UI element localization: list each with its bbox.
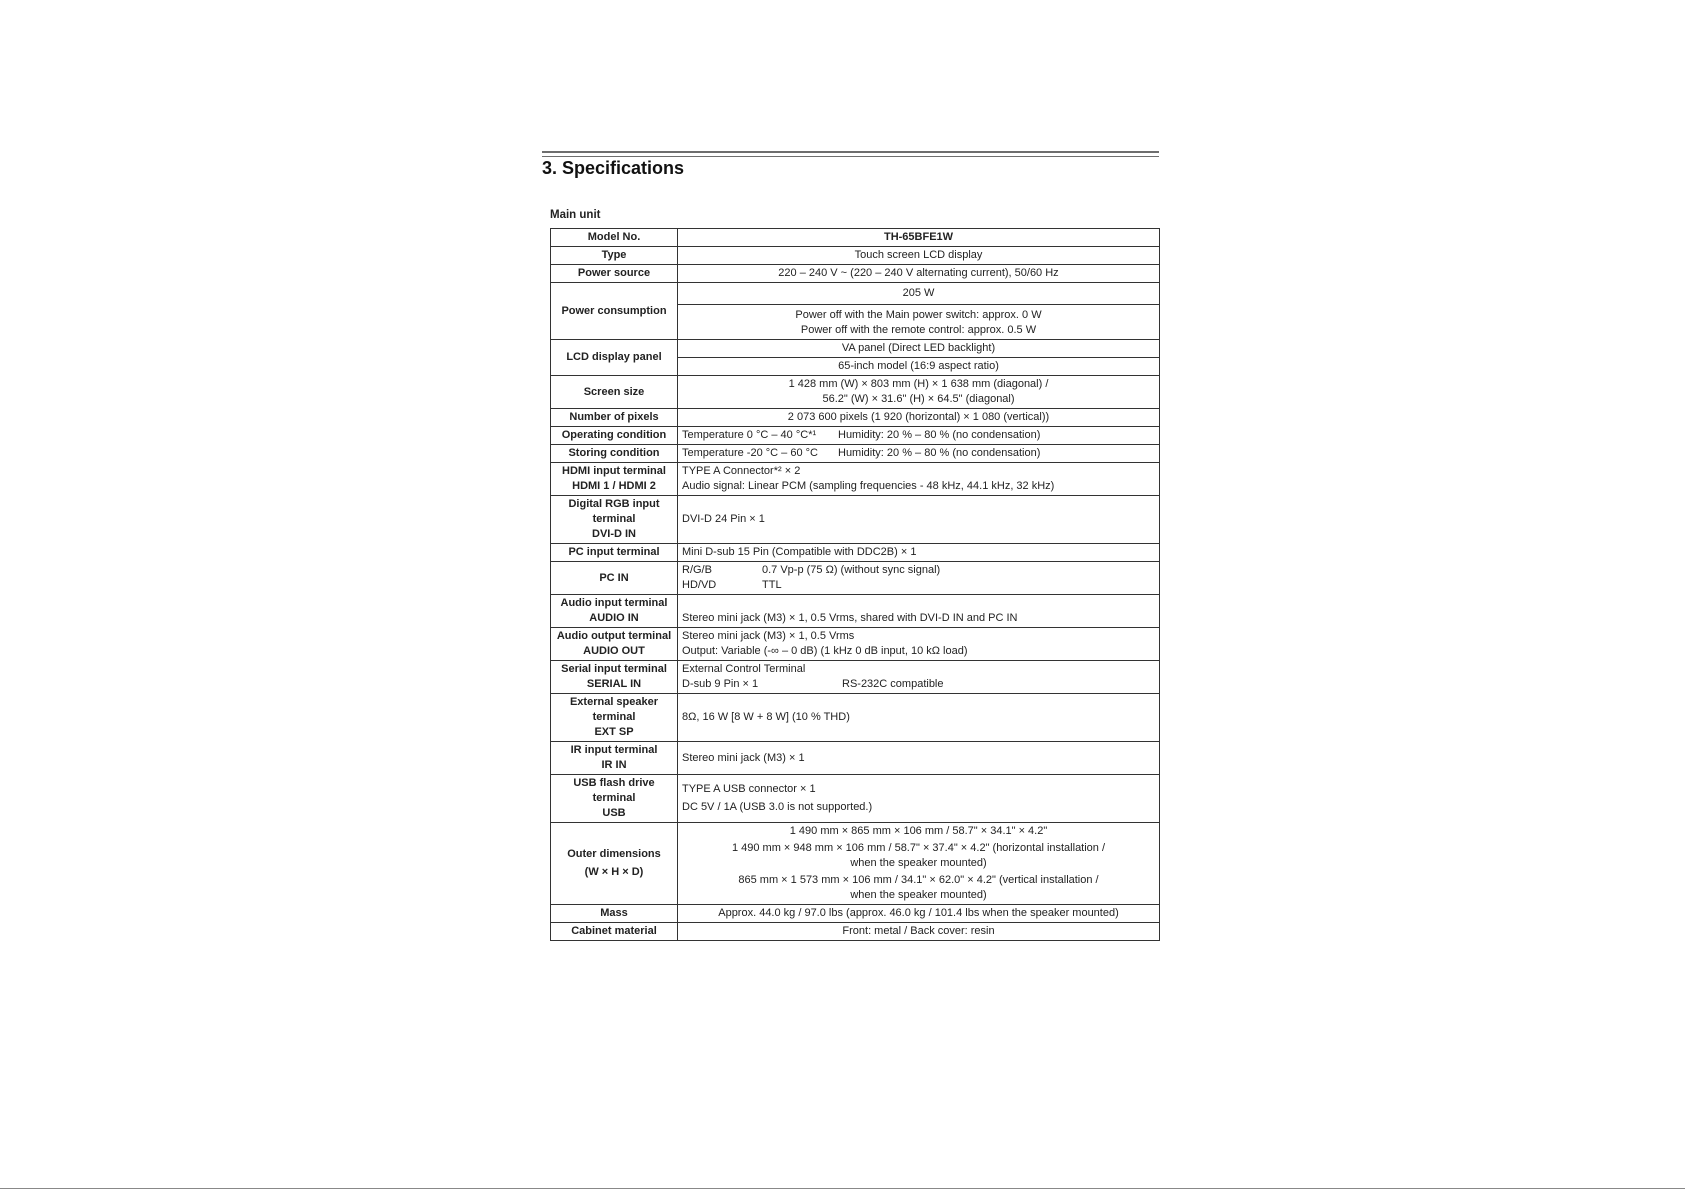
label-line: Serial input terminal — [561, 663, 667, 675]
value-line: 1 490 mm × 865 mm × 106 mm / 58.7" × 34.1" × 4.2" — [789, 825, 1048, 837]
row-value — [678, 463, 1160, 496]
serial-connector: D-sub 9 Pin × 1 — [682, 678, 759, 690]
label-line: terminal — [592, 513, 636, 525]
label-line: IR input terminal — [570, 744, 658, 756]
row-value — [678, 445, 1160, 463]
value-line: TYPE A USB connector × 1 — [682, 783, 816, 795]
row-value: 65-inch model (16:9 aspect ratio) — [678, 358, 1160, 376]
row-value — [678, 661, 1160, 694]
row-value: Front: metal / Back cover: resin — [678, 923, 1160, 941]
row-label — [551, 775, 678, 823]
value-line: 865 mm × 1 573 mm × 106 mm / 34.1" × 62.0" × 4.2" (vertical installation / — [738, 874, 1099, 886]
label-line: SERIAL IN — [586, 678, 642, 690]
value-line: Stereo mini jack (M3) × 1, 0.5 Vrms — [682, 630, 855, 642]
table-row — [551, 823, 1160, 905]
table-row — [551, 340, 1160, 358]
table-row — [551, 463, 1160, 496]
spec-table — [550, 228, 1160, 941]
label-line: EXT SP — [594, 726, 634, 738]
row-value: Touch screen LCD display — [678, 247, 1160, 265]
row-value: 2 073 600 pixels (1 920 (horizontal) × 1 080 (vertical)) — [678, 409, 1160, 427]
value-line: DC 5V / 1A (USB 3.0 is not supported.) — [682, 801, 873, 813]
row-label: Type — [551, 247, 678, 265]
label-line: HDMI input terminal — [562, 465, 666, 477]
label-line: Audio input terminal — [560, 597, 668, 609]
table-row — [551, 229, 1160, 247]
row-value: DVI-D 24 Pin × 1 — [678, 496, 1160, 544]
signal-value: TTL — [762, 579, 782, 591]
row-value: TH-65BFE1W — [678, 229, 1160, 247]
row-label: Storing condition — [551, 445, 678, 463]
table-row — [551, 427, 1160, 445]
table-row — [551, 496, 1160, 544]
value-line: when the speaker mounted) — [850, 857, 987, 869]
row-label: PC input terminal — [551, 544, 678, 562]
value-line: 56.2" (W) × 31.6" (H) × 64.5" (diagonal) — [822, 393, 1015, 405]
row-label: PC IN — [551, 562, 678, 595]
table-row — [551, 247, 1160, 265]
label-line: Outer dimensions — [567, 848, 661, 860]
row-label — [551, 463, 678, 496]
row-value: Stereo mini jack (M3) × 1, 0.5 Vrms, shared with DVI-D IN and PC IN — [678, 595, 1160, 628]
table-row — [551, 742, 1160, 775]
value-line: 1 490 mm × 948 mm × 106 mm / 58.7" × 37.4" × 4.2" (horizontal installation / — [731, 842, 1106, 854]
table-row — [551, 445, 1160, 463]
table-row — [551, 283, 1160, 305]
row-value — [678, 427, 1160, 445]
table-row — [551, 905, 1160, 923]
value-line: Output: Variable (-∞ – 0 dB) (1 kHz 0 dB input, 10 kΩ load) — [682, 645, 968, 657]
value-line: External Control Terminal — [682, 663, 806, 675]
row-value — [678, 775, 1160, 823]
section-rule — [542, 151, 1159, 157]
serial-protocol: RS-232C compatible — [842, 678, 944, 690]
row-label — [551, 628, 678, 661]
row-value: Stereo mini jack (M3) × 1 — [678, 742, 1160, 775]
label-line: Audio output terminal — [556, 630, 672, 642]
table-row — [551, 562, 1160, 595]
table-row — [551, 923, 1160, 941]
label-line: External speaker — [569, 696, 659, 708]
row-value: 8Ω, 16 W [8 W + 8 W] (10 % THD) — [678, 694, 1160, 742]
row-label: Screen size — [551, 376, 678, 409]
label-line: IR IN — [601, 759, 627, 771]
table-row — [551, 376, 1160, 409]
row-value — [678, 305, 1160, 340]
label-line: DVI-D IN — [592, 528, 636, 540]
row-value: Mini D-sub 15 Pin (Compatible with DDC2B) × 1 — [678, 544, 1160, 562]
row-label — [551, 742, 678, 775]
row-label: LCD display panel — [551, 340, 678, 376]
value-line: 1 428 mm (W) × 803 mm (H) × 1 638 mm (diagonal) / — [788, 378, 1049, 390]
row-label: Mass — [551, 905, 678, 923]
row-label — [551, 694, 678, 742]
table-row — [551, 409, 1160, 427]
section-title: 3. Specifications — [542, 158, 685, 178]
row-value: VA panel (Direct LED backlight) — [678, 340, 1160, 358]
row-value: 220 – 240 V ~ (220 – 240 V alternating current), 50/60 Hz — [678, 265, 1160, 283]
row-value — [678, 562, 1160, 595]
table-row — [551, 595, 1160, 628]
value-line: TYPE A Connector*² × 2 — [682, 465, 801, 477]
row-label — [551, 496, 678, 544]
label-line: terminal — [592, 792, 636, 804]
table-row — [551, 661, 1160, 694]
label-line: terminal — [592, 711, 636, 723]
label-line: AUDIO IN — [589, 612, 639, 624]
row-label: Cabinet material — [551, 923, 678, 941]
signal-value: 0.7 Vp-p (75 Ω) (without sync signal) — [762, 564, 941, 576]
row-value — [678, 628, 1160, 661]
row-label: Power source — [551, 265, 678, 283]
row-label: Operating condition — [551, 427, 678, 445]
humidity-value: Humidity: 20 % – 80 % (no condensation) — [838, 447, 1041, 459]
label-line: (W × H × D) — [584, 866, 644, 878]
value-line — [682, 563, 1155, 578]
label-line: HDMI 1 / HDMI 2 — [572, 480, 656, 492]
temperature-value: Temperature 0 °C – 40 °C*¹ — [682, 429, 817, 441]
value-line: Power off with the remote control: approx. 0.5 W — [800, 324, 1037, 336]
value-line: Power off with the Main power switch: approx. 0 W — [795, 309, 1042, 321]
row-value: Approx. 44.0 kg / 97.0 lbs (approx. 46.0 kg / 101.4 lbs when the speaker mounted) — [678, 905, 1160, 923]
row-label: Number of pixels — [551, 409, 678, 427]
temperature-value: Temperature -20 °C – 60 °C — [682, 447, 818, 459]
row-label: Model No. — [551, 229, 678, 247]
label-line: Digital RGB input — [568, 498, 660, 510]
label-line: AUDIO OUT — [583, 645, 645, 657]
signal-key: HD/VD — [682, 579, 717, 591]
value-line: Audio signal: Linear PCM (sampling frequencies - 48 kHz, 44.1 kHz, 32 kHz) — [682, 480, 1055, 492]
label-line: USB flash drive — [573, 777, 655, 789]
label-line: USB — [602, 807, 626, 819]
humidity-value: Humidity: 20 % – 80 % (no condensation) — [838, 429, 1041, 441]
row-value: 205 W — [678, 283, 1160, 305]
row-label — [551, 823, 678, 905]
signal-key: R/G/B — [682, 564, 712, 576]
table-row — [551, 544, 1160, 562]
table-row — [551, 628, 1160, 661]
table-row — [551, 694, 1160, 742]
table-row — [551, 265, 1160, 283]
page-bottom-border — [0, 1188, 1685, 1189]
value-line — [682, 677, 1155, 692]
row-value — [678, 376, 1160, 409]
row-label — [551, 661, 678, 694]
value-line — [682, 578, 1155, 593]
table-row — [551, 775, 1160, 823]
row-label: Power consumption — [551, 283, 678, 340]
row-label — [551, 595, 678, 628]
subsection-title: Main unit — [550, 209, 601, 221]
row-value — [678, 823, 1160, 905]
value-line: when the speaker mounted) — [850, 889, 987, 901]
